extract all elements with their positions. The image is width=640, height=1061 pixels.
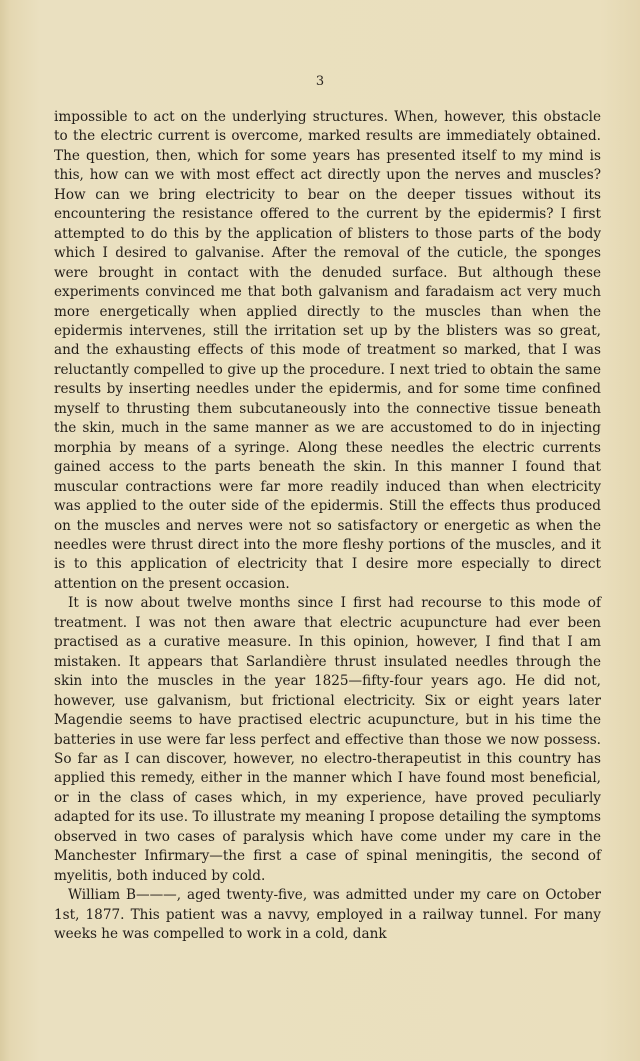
- paragraph-2: It is now about twelve months since I first had recourse to this mode of treatment. I was not then aware that electric acupuncture had ever been practised as a curative measure. In this opinion, however, I find that I am mistaken. It appears that Sarlandière thrust insulated needles through the skin into the muscles in the year 1825—fifty-four years ago. He did not, however, use galvanism, but frictional electricity. Six or eight years later Magendie seems to have practised electric acupuncture, but in his time the batteries in use were far less perfect and effective than those we now possess. So far as I can discover, however, no electro-therapeutist in this country has applied this remedy, either in the manner which I have found most beneficial, or in the class of cases which, in my experience, have proved peculiarly adapted for its use. To illustrate my meaning I propose detailing the symptoms observed in two cases of paralysis which have come under my care in the Manchester Infirmary—the first a case of spinal meningitis, the second of myelitis, both induced by cold.: [54, 595, 601, 884]
- paragraph-3: William B———, aged twenty-five, was admitted under my care on October 1st, 1877. This patient was a navvy, employed in a railway tunnel. For many weeks he was compelled to work in a cold, dank: [54, 887, 601, 943]
- paragraph-1: impossible to act on the underlying structures. When, however, this obstacle to the electric current is overcome, marked results are immediately obtained. The question, then, which for some years has presented itself to my mind is this, how can we with most effect act directly upon the nerves and muscles? How can we bring electricity to bear on the deeper tissues without its encountering the resistance offered to the current by the epidermis? I first attempted to do this by the application of blisters to those parts of the body which I desired to galvanise. After the removal of the cuticle, the sponges were brought in contact with the denuded surface. But although these experiments convinced me that both galvanism and faradaism act very much more energetically when applied directly to the muscles than when the epidermis intervenes, still the irritation set up by the blisters was so great, and the exhausting effects of this mode of treatment so marked, that I was reluctantly compelled to give up the procedure. I next tried to obtain the same results by inserting needles under the epidermis, and for some time confined myself to thrusting them subcutaneously into the connective tissue beneath the skin, much in the same manner as we are accustomed to do in injecting morphia by means of a syringe. Along these needles the electric currents gained access to the parts beneath the skin. In this manner I found that muscular contractions were far more readily induced than when electricity was applied to the outer side of the epidermis. Still the effects thus produced on the muscles and nerves were not so satisfactory or energetic as when the needles were thrust direct into the more fleshy portions of the muscles, and it is to this application of electricity that I desire more especially to direct attention on the present occasion.: [54, 109, 601, 592]
- page-number: 3: [315, 74, 325, 89]
- body-text: [54, 108, 601, 944]
